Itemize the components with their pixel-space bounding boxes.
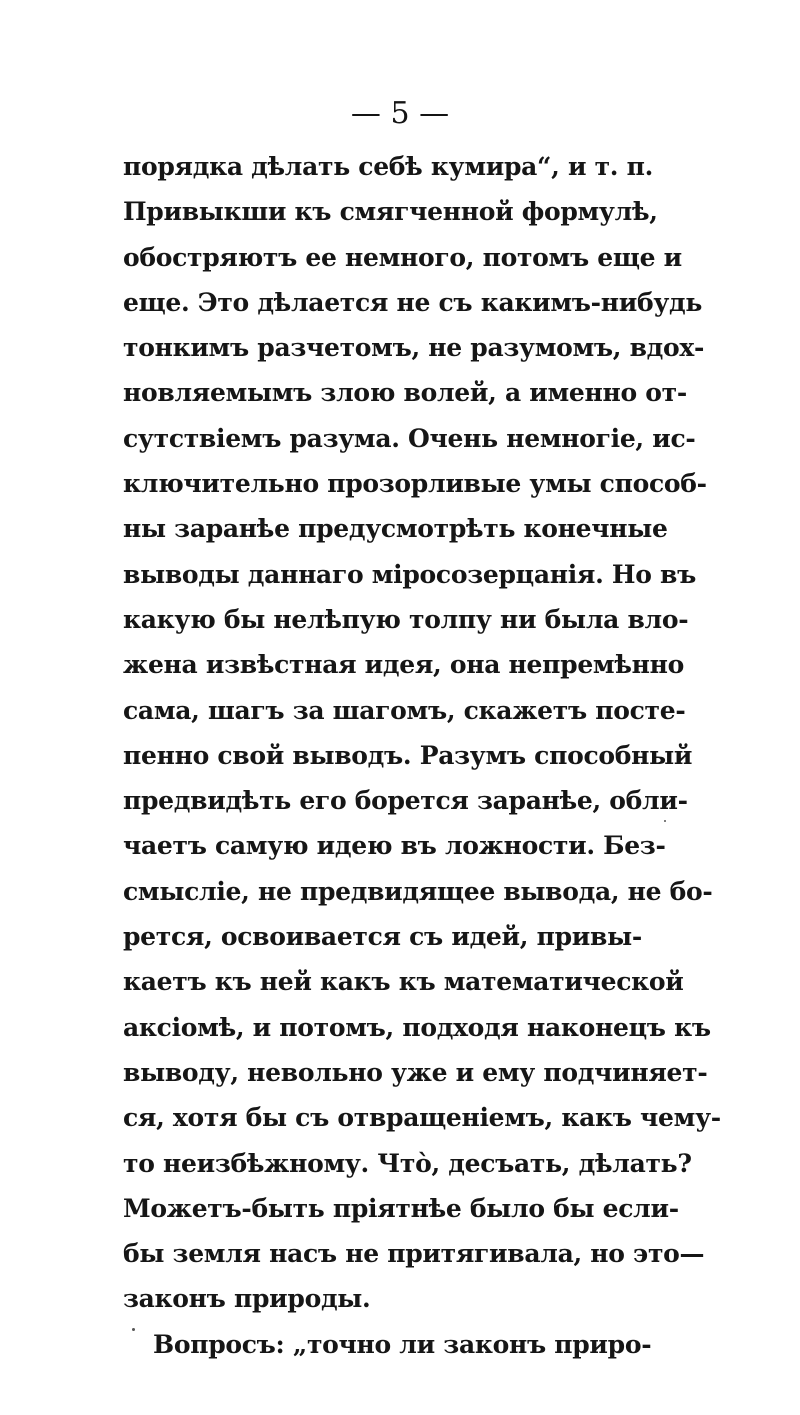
text-line: чаетъ самую идею въ ложности. Без- — [123, 831, 666, 861]
text-line: аксіомѣ, и потомъ, подходя наконецъ къ — [123, 1012, 711, 1042]
scan-speck — [664, 820, 666, 822]
body-text — [123, 144, 721, 1367]
text-line: Можетъ-быть пріятнѣе было бы если- — [123, 1193, 679, 1223]
text-line: порядка дѣлать себѣ кумира“, и т. п. — [123, 152, 653, 181]
page-number: — 5 — — [350, 96, 450, 131]
text-line: выводы даннаго міросозерцанія. Но въ — [123, 559, 696, 589]
text-line: рется, освоивается съ идей, привы- — [123, 922, 642, 952]
text-line: новляемымъ злою волей, а именно от- — [123, 378, 687, 408]
text-line: жена извѣстная идея, она непремѣнно — [123, 650, 684, 680]
text-line: еще. Это дѣлается не съ какимъ-нибудь — [123, 287, 703, 317]
text-line: то неизбѣжному. Чтò, десъать, дѣлать? — [123, 1148, 692, 1178]
text-line: тонкимъ разчетомъ, не разумомъ, вдох- — [123, 333, 705, 363]
text-line: Привыкши къ смягченной формулѣ, — [123, 197, 658, 227]
text-line: предвидѣть его борется заранѣе, обли- — [123, 786, 688, 816]
paragraph-start-line: Вопросъ: „точно ли законъ приро- — [153, 1329, 652, 1359]
text-line: смысліе, не предвидящее вывода, не бо- — [123, 876, 713, 906]
text-line: пенно свой выводъ. Разумъ способный — [123, 740, 693, 770]
text-line: обостряютъ ее немного, потомъ еще и — [123, 242, 682, 272]
text-line: выводу, невольно уже и ему подчиняет- — [123, 1057, 708, 1087]
text-line: какую бы нелѣпую толпу ни была вло- — [123, 604, 689, 634]
text-line: каетъ къ ней какъ къ математической — [123, 967, 684, 997]
text-line: сама, шагъ за шагомъ, скажетъ посте- — [123, 695, 686, 725]
scan-speck — [132, 1328, 135, 1331]
text-line: законъ природы. — [123, 1284, 371, 1314]
text-line: ключительно прозорливые умы способ- — [123, 469, 707, 499]
text-line: бы земля насъ не притягивала, но это— — [123, 1239, 705, 1269]
text-line: ся, хотя бы съ отвращеніемъ, какъ чему- — [123, 1103, 721, 1133]
text-line: ны заранѣе предусмотрѣть конечные — [123, 514, 668, 544]
text-line: сутствіемъ разума. Очень немногіе, ис- — [123, 423, 696, 453]
